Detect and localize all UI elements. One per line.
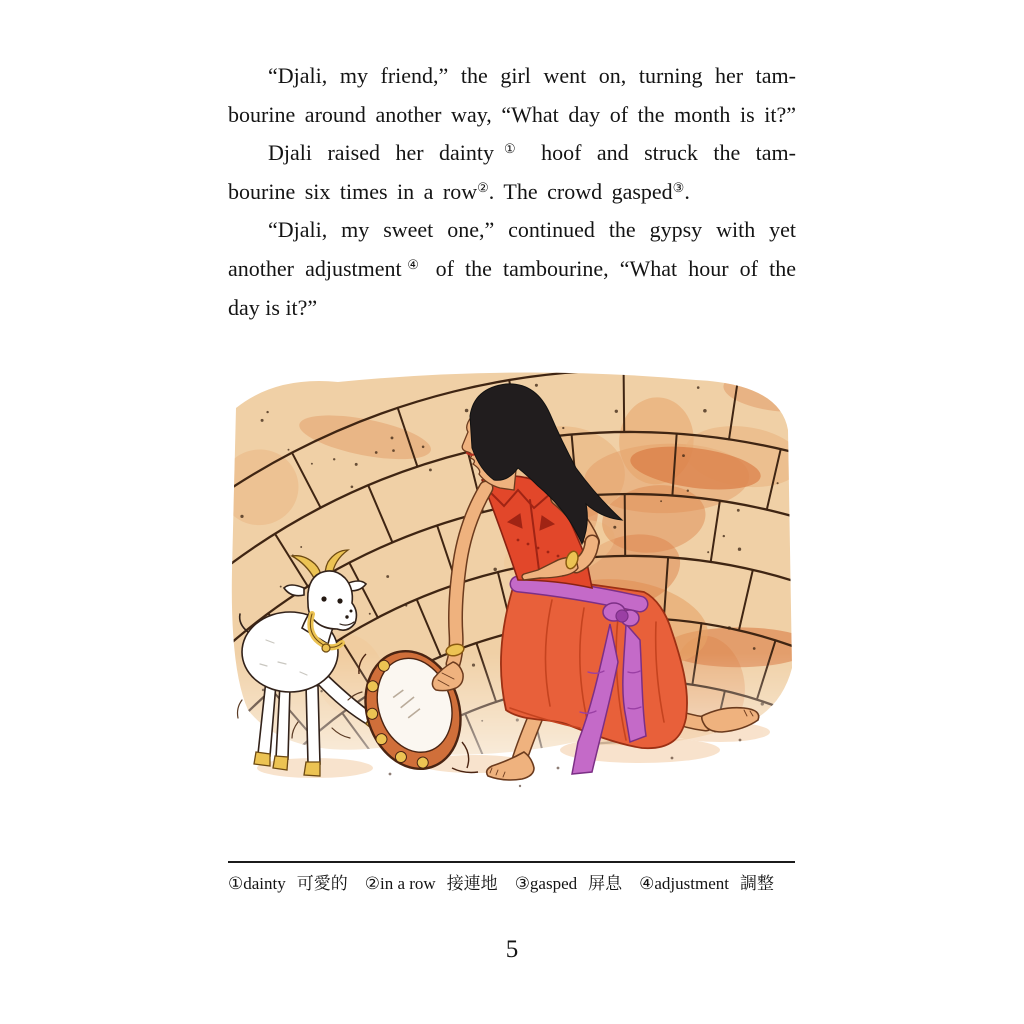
footnote-marker: ①: [494, 141, 526, 157]
text-line: [228, 173, 796, 212]
text-segment: .: [684, 178, 690, 204]
brick-speckle: [280, 586, 282, 588]
brick-speckle: [737, 509, 740, 512]
footnote-marker: ③: [672, 179, 685, 195]
brick-speckle: [761, 702, 764, 705]
footnote-term: ②in a row: [364, 874, 436, 893]
brick-speckle: [252, 393, 254, 395]
brick-line: [794, 522, 800, 581]
text-segment: . The crowd gasped: [488, 178, 673, 204]
text-line: [228, 57, 796, 96]
brick-speckle: [613, 526, 616, 529]
brick-speckle: [386, 575, 389, 578]
brick-speckle: [660, 500, 662, 502]
text-segment: another adjustment: [228, 255, 402, 281]
brick-speckle: [687, 490, 689, 492]
body-text: [228, 57, 796, 327]
story-illustration: [220, 372, 800, 857]
brick-speckle: [351, 485, 354, 488]
footnote-translation: 調整: [739, 874, 774, 893]
brick-speckle: [369, 613, 371, 615]
footnotes: [228, 871, 818, 897]
brick-speckle: [697, 386, 700, 389]
text-segment: of the tambourine, “What hour of the: [424, 255, 796, 281]
brick-speckle: [728, 626, 732, 630]
brick-speckle: [355, 463, 358, 466]
brick-speckle: [472, 664, 475, 667]
footnote-translation: 屏息: [588, 874, 623, 893]
brick-speckle: [777, 482, 779, 484]
text-line: [228, 96, 796, 135]
brick-speckle: [429, 468, 432, 471]
footnote-translation: 接連地: [446, 874, 498, 893]
brick-speckle: [481, 720, 483, 722]
footnote-term: ①dainty: [228, 874, 286, 893]
goat-front-leg: [306, 684, 320, 764]
brick-speckle: [562, 427, 564, 429]
brick-speckle: [493, 568, 496, 571]
brick-speckle: [288, 449, 290, 451]
brick-speckle: [535, 384, 538, 387]
footnote-term: ③gasped: [514, 874, 578, 893]
footnote-rule: [228, 861, 795, 863]
brick-speckle: [375, 451, 378, 454]
brick-speckle: [682, 454, 685, 457]
brick-speckle: [391, 436, 394, 439]
brick-speckle: [333, 458, 335, 460]
text-segment: day is it?”: [228, 294, 318, 320]
brick-speckle: [707, 551, 709, 553]
brick-speckle: [759, 375, 762, 378]
brick-speckle: [405, 605, 407, 607]
footnote-term: ④adjustment: [639, 874, 729, 893]
brick-speckle: [240, 515, 243, 518]
brick-speckle: [723, 535, 725, 537]
text-segment: hoof and struck the tam-: [525, 140, 796, 166]
brick-speckle: [311, 463, 313, 465]
brick-line: [353, 784, 394, 831]
text-segment: Djali raised her dainty: [268, 140, 495, 166]
brick-speckle: [392, 449, 395, 452]
brick-line: [624, 372, 625, 432]
footnote-item: [228, 874, 348, 893]
footnote-item: [639, 874, 774, 893]
text-segment: bourine six times in a row: [228, 178, 478, 204]
sash-knot: [616, 610, 628, 622]
text-segment: “Djali, my friend,” the girl went on, turning her tam-: [268, 63, 796, 88]
page-number: 5: [505, 936, 519, 963]
brick-speckle: [422, 446, 425, 449]
text-segment: “Djali, my sweet one,” continued the gypsy with yet: [268, 217, 796, 243]
brick-speckle: [516, 718, 519, 721]
footnote-marker: ④: [401, 256, 425, 272]
brick-speckle: [753, 647, 756, 650]
text-line: [228, 211, 796, 250]
brick-line: [220, 751, 259, 791]
brick-speckle: [738, 548, 741, 551]
brick-line: [220, 596, 231, 643]
text-line: [228, 289, 796, 328]
brick-speckle: [261, 419, 264, 422]
brick-line: [220, 514, 232, 564]
brick-speckle: [300, 546, 302, 548]
footnote-translation: 可愛的: [296, 874, 348, 893]
brick-speckle: [703, 409, 707, 413]
brick-line: [307, 831, 355, 857]
text-line: [228, 134, 796, 173]
text-segment: bourine around another way, “What day of the month is it?”: [228, 101, 796, 127]
footnote-item: [515, 874, 622, 893]
brick-speckle: [266, 411, 268, 413]
brick-speckle: [320, 690, 322, 692]
goat-collar-ring: [322, 644, 330, 652]
brick-speckle: [615, 410, 618, 413]
text-line: [228, 250, 796, 289]
brick-line: [625, 494, 626, 556]
brick-line: [765, 711, 788, 769]
footnote-item: [365, 874, 498, 893]
footnote-marker: ②: [477, 179, 489, 195]
brick-speckle: [465, 409, 469, 413]
